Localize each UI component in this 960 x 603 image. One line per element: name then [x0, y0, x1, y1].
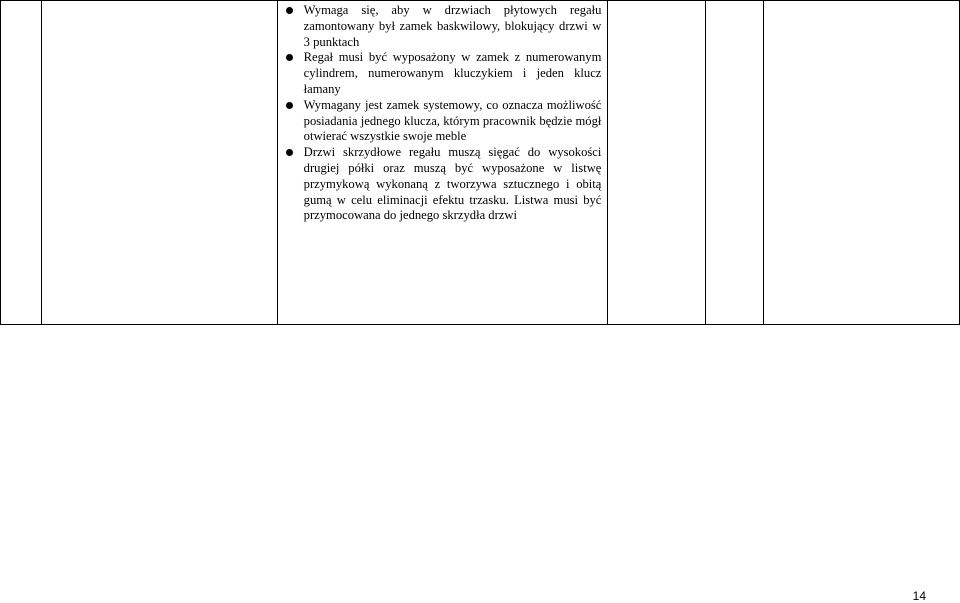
bullet-icon: [286, 149, 293, 156]
requirement-text: Regał musi być wyposażony w zamek z numerowanym cylindrem, numerowanym kluczykiem i jeden klucz łamany: [303, 50, 602, 96]
bullet-icon: [286, 54, 293, 61]
table-cell-number: [1, 1, 42, 325]
table-cell-name: [41, 1, 277, 325]
list-item: [283, 3, 602, 50]
table-cell-empty: [764, 1, 960, 325]
table-cell-description: [277, 1, 608, 325]
list-item: [283, 145, 602, 224]
page-number: 14: [912, 589, 926, 603]
table-cell-empty: [608, 1, 706, 325]
table-row: [1, 1, 960, 325]
requirements-list: [283, 3, 602, 224]
list-item: [283, 98, 602, 145]
table-cell-empty: [706, 1, 764, 325]
requirement-text: Drzwi skrzydłowe regału muszą sięgać do wysokości drugiej półki oraz muszą być wyposażone w listwę przymykową wykonaną z tworzywa sztucznego i obitą gumą w celu eliminacji efektu trzasku. Listwa musi być przymocowana do jednego skrzydła drzwi: [303, 145, 602, 223]
requirement-text: Wymaga się, aby w drzwiach płytowych regału zamontowany był zamek baskwilowy, blokujący drzwi w 3 punktach: [303, 3, 602, 49]
list-item: [283, 50, 602, 97]
requirement-text: Wymagany jest zamek systemowy, co oznacza możliwość posiadania jednego klucza, którym pracownik będzie mógł otwierać wszystkie swoje meble: [303, 97, 602, 144]
bullet-icon: [286, 7, 293, 14]
bullet-icon: [286, 102, 293, 109]
